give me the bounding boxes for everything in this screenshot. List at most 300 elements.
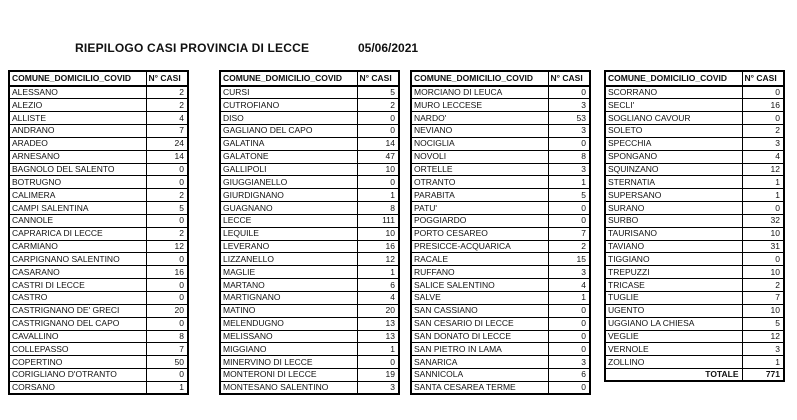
casi-cell: 5: [548, 189, 590, 202]
comune-cell: GALATINA: [220, 137, 357, 150]
casi-cell: 7: [742, 292, 784, 305]
casi-cell: 0: [146, 163, 188, 176]
comune-cell: GALLIPOLI: [220, 163, 357, 176]
table-row: [220, 317, 399, 330]
table-row: [9, 112, 188, 125]
cases-table-1: [8, 70, 189, 395]
comune-cell: SCORRANO: [605, 86, 742, 99]
table-row: [605, 176, 784, 189]
comune-cell: PORTO CESAREO: [411, 227, 548, 240]
casi-cell: 19: [357, 369, 399, 382]
comune-cell: GALATONE: [220, 150, 357, 163]
comune-cell: MIGGIANO: [220, 343, 357, 356]
table-row: [220, 150, 399, 163]
table-row: [411, 381, 590, 394]
casi-cell: 12: [742, 330, 784, 343]
comune-cell: GAGLIANO DEL CAPO: [220, 125, 357, 138]
comune-cell: GIURDIGNANO: [220, 189, 357, 202]
casi-cell: 12: [146, 240, 188, 253]
comune-cell: CAVALLINO: [9, 330, 146, 343]
casi-cell: 1: [357, 343, 399, 356]
table-row: [605, 240, 784, 253]
table-row: [411, 202, 590, 215]
cases-table-3: [410, 70, 591, 395]
comune-cell: MURO LECCESE: [411, 99, 548, 112]
table-row: [9, 292, 188, 305]
table-row: [605, 317, 784, 330]
comune-cell: MONTESANO SALENTINO: [220, 381, 357, 394]
comune-cell: MARTIGNANO: [220, 292, 357, 305]
table-row: [220, 176, 399, 189]
comune-cell: SANNICOLA: [411, 369, 548, 382]
comune-cell: SANARICA: [411, 356, 548, 369]
table-row: [605, 356, 784, 369]
casi-cell: 3: [548, 125, 590, 138]
comune-cell: ARADEO: [9, 137, 146, 150]
comune-cell: POGGIARDO: [411, 214, 548, 227]
table-row: [411, 279, 590, 292]
casi-cell: 10: [742, 304, 784, 317]
table-row: [9, 214, 188, 227]
header-row: [411, 71, 590, 86]
casi-cell: 32: [742, 214, 784, 227]
table-row: [411, 176, 590, 189]
casi-cell: 0: [146, 317, 188, 330]
table-row: [9, 253, 188, 266]
casi-cell: 1: [742, 356, 784, 369]
casi-cell: 2: [146, 189, 188, 202]
comune-cell: SAN CESARIO DI LECCE: [411, 317, 548, 330]
table-row: [605, 253, 784, 266]
casi-cell: 4: [146, 112, 188, 125]
casi-cell: 3: [742, 343, 784, 356]
comune-cell: SAN PIETRO IN LAMA: [411, 343, 548, 356]
comune-cell: CASTRO: [9, 292, 146, 305]
comune-cell: MELENDUGNO: [220, 317, 357, 330]
table-row: [605, 112, 784, 125]
header-row: [605, 71, 784, 86]
comune-cell: CASTRIGNANO DEL CAPO: [9, 317, 146, 330]
comune-cell: MONTERONI DI LECCE: [220, 369, 357, 382]
casi-cell: 0: [548, 343, 590, 356]
comune-cell: CANNOLE: [9, 214, 146, 227]
table-row: [220, 125, 399, 138]
comune-cell: BOTRUGNO: [9, 176, 146, 189]
casi-cell: 3: [742, 137, 784, 150]
casi-cell: 3: [548, 99, 590, 112]
cases-table-2: [219, 70, 400, 395]
comune-cell: PARABITA: [411, 189, 548, 202]
comune-cell: SURANO: [605, 202, 742, 215]
casi-cell: 2: [742, 125, 784, 138]
comune-cell: VEGLIE: [605, 330, 742, 343]
casi-cell: 12: [742, 163, 784, 176]
comune-cell: CARPIGNANO SALENTINO: [9, 253, 146, 266]
comune-cell: VERNOLE: [605, 343, 742, 356]
casi-cell: 1: [548, 292, 590, 305]
comune-cell: MELISSANO: [220, 330, 357, 343]
header-row: [9, 71, 188, 86]
comune-cell: LIZZANELLO: [220, 253, 357, 266]
total-value: 771: [742, 369, 784, 382]
casi-cell: 2: [357, 99, 399, 112]
casi-cell: 0: [357, 125, 399, 138]
comune-cell: NOVOLI: [411, 150, 548, 163]
table-row: [605, 266, 784, 279]
comune-cell: ALESSANO: [9, 86, 146, 99]
casi-cell: 13: [357, 330, 399, 343]
table-row: [220, 214, 399, 227]
table-row: [605, 343, 784, 356]
table-row: [411, 343, 590, 356]
casi-cell: 1: [548, 176, 590, 189]
table-row: [220, 253, 399, 266]
column-header-comune: COMUNE_DOMICILIO_COVID: [220, 71, 357, 86]
comune-cell: LECCE: [220, 214, 357, 227]
casi-cell: 0: [146, 369, 188, 382]
comune-cell: ORTELLE: [411, 163, 548, 176]
table-row: [220, 202, 399, 215]
comune-cell: CARMIANO: [9, 240, 146, 253]
table-row: [9, 86, 188, 99]
casi-cell: 1: [357, 266, 399, 279]
casi-cell: 53: [548, 112, 590, 125]
column-header-casi: N° CASI: [742, 71, 784, 86]
table-row: [411, 227, 590, 240]
casi-cell: 3: [548, 163, 590, 176]
casi-cell: 8: [146, 330, 188, 343]
comune-cell: OTRANTO: [411, 176, 548, 189]
column-header-casi: N° CASI: [146, 71, 188, 86]
casi-cell: 14: [146, 150, 188, 163]
comune-cell: SECLI': [605, 99, 742, 112]
table-row: [605, 137, 784, 150]
table-row: [220, 343, 399, 356]
table-row: [220, 99, 399, 112]
column-header-comune: COMUNE_DOMICILIO_COVID: [9, 71, 146, 86]
casi-cell: 6: [548, 369, 590, 382]
table-row: [220, 227, 399, 240]
casi-cell: 2: [742, 279, 784, 292]
comune-cell: TUGLIE: [605, 292, 742, 305]
table-row: [220, 137, 399, 150]
comune-cell: COLLEPASSO: [9, 343, 146, 356]
table-row: [9, 137, 188, 150]
column-header-comune: COMUNE_DOMICILIO_COVID: [411, 71, 548, 86]
table-row: [220, 163, 399, 176]
comune-cell: SOLETO: [605, 125, 742, 138]
table-row: [605, 86, 784, 99]
casi-cell: 0: [548, 214, 590, 227]
casi-cell: 20: [146, 304, 188, 317]
casi-cell: 31: [742, 240, 784, 253]
casi-cell: 0: [548, 317, 590, 330]
table-row: [411, 317, 590, 330]
table-row: [9, 356, 188, 369]
casi-cell: 0: [548, 330, 590, 343]
comune-cell: SALVE: [411, 292, 548, 305]
table-row: [411, 150, 590, 163]
casi-cell: 0: [742, 253, 784, 266]
table-row: [9, 330, 188, 343]
column-header-casi: N° CASI: [548, 71, 590, 86]
table-row: [220, 266, 399, 279]
comune-cell: PRESICCE-ACQUARICA: [411, 240, 548, 253]
table-row: [411, 125, 590, 138]
table-row: [411, 330, 590, 343]
casi-cell: 0: [548, 86, 590, 99]
casi-cell: 0: [548, 202, 590, 215]
casi-cell: 3: [548, 266, 590, 279]
table-row: [220, 356, 399, 369]
comune-cell: NARDO': [411, 112, 548, 125]
casi-cell: 0: [742, 202, 784, 215]
table-row: [605, 292, 784, 305]
casi-cell: 0: [357, 356, 399, 369]
report-date: 05/06/2021: [358, 41, 419, 55]
comune-cell: COPERTINO: [9, 356, 146, 369]
comune-cell: RACALE: [411, 253, 548, 266]
table-row: [605, 202, 784, 215]
casi-cell: 16: [357, 240, 399, 253]
table-row: [9, 343, 188, 356]
total-label: TOTALE: [605, 369, 742, 382]
table-row: [9, 150, 188, 163]
column-header-comune: COMUNE_DOMICILIO_COVID: [605, 71, 742, 86]
table-row: [220, 292, 399, 305]
table-row: [220, 279, 399, 292]
table-row: [220, 369, 399, 382]
table-row: [605, 125, 784, 138]
casi-cell: 0: [146, 292, 188, 305]
casi-cell: 16: [742, 99, 784, 112]
table-row: [220, 304, 399, 317]
comune-cell: SQUINZANO: [605, 163, 742, 176]
comune-cell: DISO: [220, 112, 357, 125]
table-row: [605, 163, 784, 176]
casi-cell: 5: [146, 202, 188, 215]
casi-cell: 10: [742, 266, 784, 279]
casi-cell: 0: [357, 176, 399, 189]
casi-cell: 50: [146, 356, 188, 369]
casi-cell: 7: [146, 343, 188, 356]
casi-cell: 8: [357, 202, 399, 215]
casi-cell: 10: [357, 163, 399, 176]
comune-cell: SAN DONATO DI LECCE: [411, 330, 548, 343]
comune-cell: CASTRI DI LECCE: [9, 279, 146, 292]
comune-cell: CAMPI SALENTINA: [9, 202, 146, 215]
table-row: [411, 189, 590, 202]
table-row: [9, 99, 188, 112]
comune-cell: SPECCHIA: [605, 137, 742, 150]
table-row: [220, 330, 399, 343]
table-row: [605, 150, 784, 163]
casi-cell: 3: [357, 381, 399, 394]
table-row: [605, 330, 784, 343]
casi-cell: 0: [357, 112, 399, 125]
table-row: [9, 176, 188, 189]
comune-cell: SALICE SALENTINO: [411, 279, 548, 292]
table-row: [9, 240, 188, 253]
comune-cell: CALIMERA: [9, 189, 146, 202]
casi-cell: 1: [357, 189, 399, 202]
comune-cell: UGENTO: [605, 304, 742, 317]
comune-cell: TRICASE: [605, 279, 742, 292]
comune-cell: CORIGLIANO D'OTRANTO: [9, 369, 146, 382]
casi-cell: 7: [548, 227, 590, 240]
casi-cell: 10: [742, 227, 784, 240]
table-row: [411, 266, 590, 279]
comune-cell: MAGLIE: [220, 266, 357, 279]
table-row: [9, 279, 188, 292]
comune-cell: NEVIANO: [411, 125, 548, 138]
comune-cell: ANDRANO: [9, 125, 146, 138]
casi-cell: 111: [357, 214, 399, 227]
table-row: [220, 381, 399, 394]
table-row: [9, 381, 188, 394]
casi-cell: 4: [357, 292, 399, 305]
casi-cell: 2: [146, 99, 188, 112]
table-row: [220, 112, 399, 125]
comune-cell: GIUGGIANELLO: [220, 176, 357, 189]
casi-cell: 4: [548, 279, 590, 292]
comune-cell: ZOLLINO: [605, 356, 742, 369]
casi-cell: 1: [146, 381, 188, 394]
casi-cell: 0: [146, 214, 188, 227]
table-row: [411, 292, 590, 305]
comune-cell: STERNATIA: [605, 176, 742, 189]
comune-cell: ALEZIO: [9, 99, 146, 112]
comune-cell: UGGIANO LA CHIESA: [605, 317, 742, 330]
table-row: [411, 240, 590, 253]
table-row: [9, 317, 188, 330]
table-row: [9, 227, 188, 240]
table-row: [605, 189, 784, 202]
comune-cell: SANTA CESAREA TERME: [411, 381, 548, 394]
casi-cell: 0: [146, 279, 188, 292]
casi-cell: 6: [357, 279, 399, 292]
casi-cell: 13: [357, 317, 399, 330]
casi-cell: 8: [548, 150, 590, 163]
table-row: [9, 163, 188, 176]
comune-cell: ARNESANO: [9, 150, 146, 163]
table-row: [411, 137, 590, 150]
comune-cell: SPONGANO: [605, 150, 742, 163]
table-row: [220, 189, 399, 202]
casi-cell: 0: [146, 253, 188, 266]
total-row: [605, 369, 784, 382]
casi-cell: 2: [146, 227, 188, 240]
table-row: [411, 112, 590, 125]
table-row: [605, 304, 784, 317]
table-row: [411, 304, 590, 317]
table-row: [411, 163, 590, 176]
casi-cell: 4: [742, 150, 784, 163]
table-row: [605, 279, 784, 292]
casi-cell: 2: [548, 240, 590, 253]
casi-cell: 10: [357, 227, 399, 240]
table-row: [220, 86, 399, 99]
table-row: [411, 99, 590, 112]
table-row: [9, 202, 188, 215]
table-row: [605, 99, 784, 112]
casi-cell: 14: [357, 137, 399, 150]
comune-cell: SURBO: [605, 214, 742, 227]
table-row: [411, 369, 590, 382]
comune-cell: MORCIANO DI LEUCA: [411, 86, 548, 99]
table-row: [411, 86, 590, 99]
comune-cell: CURSI: [220, 86, 357, 99]
comune-cell: SUPERSANO: [605, 189, 742, 202]
table-row: [411, 214, 590, 227]
comune-cell: LEQUILE: [220, 227, 357, 240]
comune-cell: TAVIANO: [605, 240, 742, 253]
cases-table-4: [604, 70, 785, 382]
comune-cell: SOGLIANO CAVOUR: [605, 112, 742, 125]
table-row: [605, 227, 784, 240]
casi-cell: 7: [146, 125, 188, 138]
comune-cell: MARTANO: [220, 279, 357, 292]
casi-cell: 0: [742, 86, 784, 99]
comune-cell: SAN CASSIANO: [411, 304, 548, 317]
comune-cell: CASARANO: [9, 266, 146, 279]
comune-cell: CASTRIGNANO DE' GRECI: [9, 304, 146, 317]
comune-cell: RUFFANO: [411, 266, 548, 279]
table-row: [9, 304, 188, 317]
casi-cell: 3: [548, 356, 590, 369]
table-row: [220, 240, 399, 253]
casi-cell: 0: [548, 381, 590, 394]
casi-cell: 0: [146, 176, 188, 189]
comune-cell: CORSANO: [9, 381, 146, 394]
casi-cell: 0: [548, 304, 590, 317]
casi-cell: 24: [146, 137, 188, 150]
table-row: [9, 369, 188, 382]
comune-cell: TAURISANO: [605, 227, 742, 240]
casi-cell: 15: [548, 253, 590, 266]
table-row: [411, 253, 590, 266]
casi-cell: 16: [146, 266, 188, 279]
comune-cell: CAPRARICA DI LECCE: [9, 227, 146, 240]
casi-cell: 1: [742, 176, 784, 189]
comune-cell: TREPUZZI: [605, 266, 742, 279]
table-row: [411, 356, 590, 369]
table-row: [9, 189, 188, 202]
comune-cell: MINERVINO DI LECCE: [220, 356, 357, 369]
casi-cell: 0: [548, 137, 590, 150]
table-row: [9, 125, 188, 138]
comune-cell: CUTROFIANO: [220, 99, 357, 112]
comune-cell: ALLISTE: [9, 112, 146, 125]
casi-cell: 47: [357, 150, 399, 163]
comune-cell: MATINO: [220, 304, 357, 317]
comune-cell: LEVERANO: [220, 240, 357, 253]
casi-cell: 5: [742, 317, 784, 330]
comune-cell: GUAGNANO: [220, 202, 357, 215]
column-header-casi: N° CASI: [357, 71, 399, 86]
casi-cell: 0: [742, 112, 784, 125]
comune-cell: NOCIGLIA: [411, 137, 548, 150]
casi-cell: 5: [357, 86, 399, 99]
casi-cell: 12: [357, 253, 399, 266]
casi-cell: 1: [742, 189, 784, 202]
header-row: [220, 71, 399, 86]
table-row: [9, 266, 188, 279]
casi-cell: 2: [146, 86, 188, 99]
comune-cell: TIGGIANO: [605, 253, 742, 266]
page-title: RIEPILOGO CASI PROVINCIA DI LECCE: [75, 41, 310, 55]
comune-cell: PATU': [411, 202, 548, 215]
